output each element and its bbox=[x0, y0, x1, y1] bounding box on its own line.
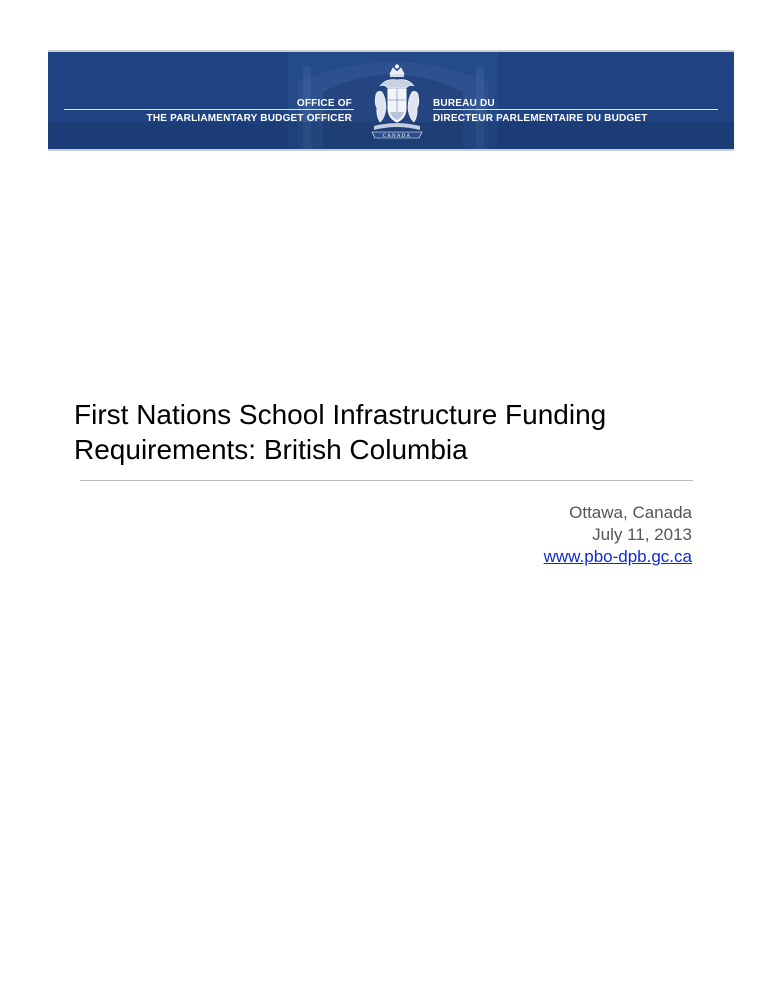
document-title-line-2: Requirements: British Columbia bbox=[74, 434, 468, 465]
banner-english-line-2: THE PARLIAMENTARY BUDGET OFFICER bbox=[146, 113, 352, 124]
title-divider bbox=[80, 480, 693, 481]
document-date: July 11, 2013 bbox=[592, 525, 692, 544]
header-banner bbox=[48, 50, 734, 151]
banner-rule-left bbox=[64, 109, 354, 110]
banner-french-line-2: DIRECTEUR PARLEMENTAIRE DU BUDGET bbox=[433, 113, 648, 124]
coat-of-arms-icon bbox=[366, 64, 428, 144]
document-title-line-1: First Nations School Infrastructure Funding bbox=[74, 399, 607, 430]
banner-french-line-1: BUREAU DU bbox=[433, 98, 495, 109]
document-title bbox=[74, 397, 714, 467]
banner-rule-right bbox=[433, 109, 718, 110]
document-meta bbox=[544, 502, 692, 568]
banner-english-line-1: OFFICE OF bbox=[296, 98, 352, 109]
website-link[interactable]: www.pbo-dpb.gc.ca bbox=[543, 547, 692, 566]
document-location: Ottawa, Canada bbox=[569, 503, 692, 522]
crest-canada-text: CANADA bbox=[382, 134, 412, 139]
